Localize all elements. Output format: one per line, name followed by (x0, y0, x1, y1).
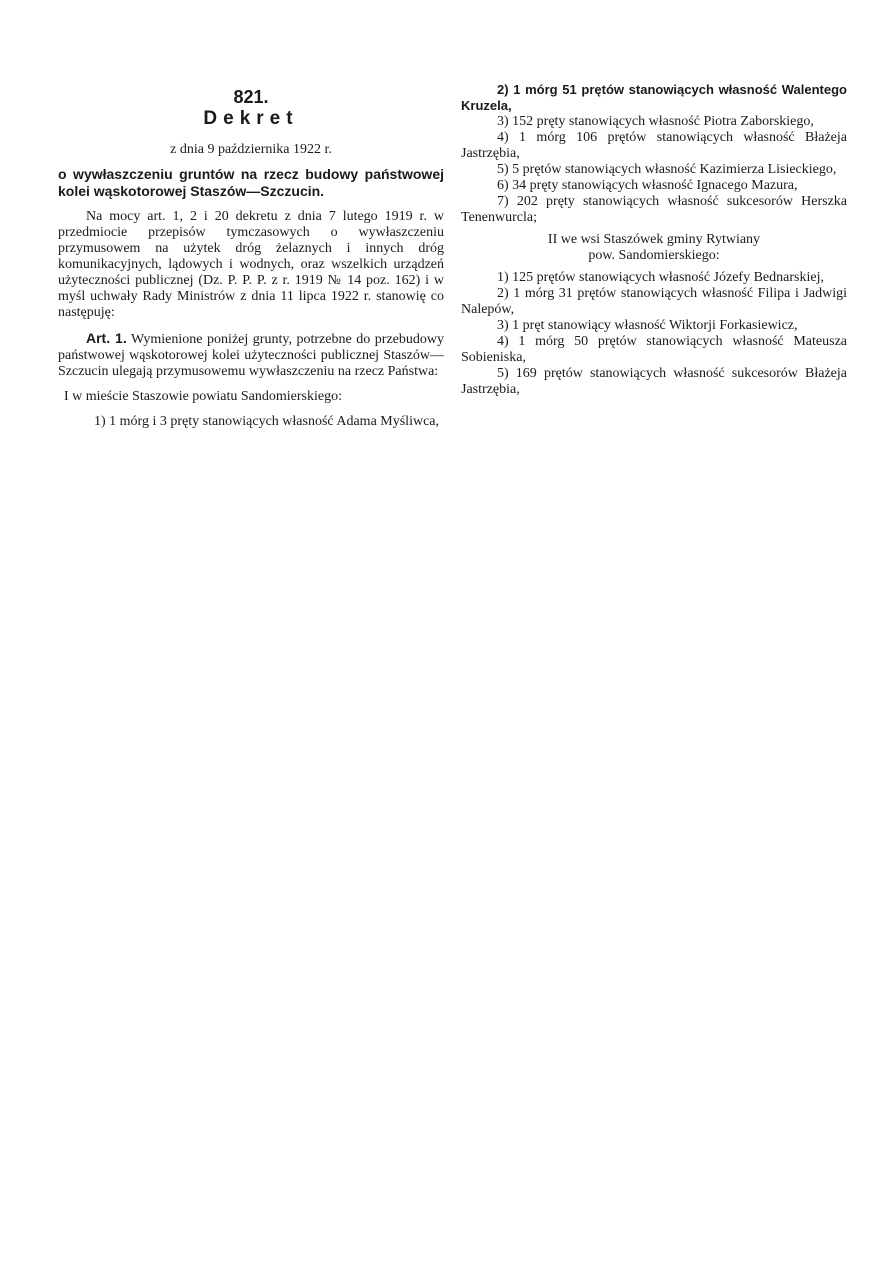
decree-date: z dnia 9 października 1922 r. (170, 142, 332, 157)
list-item: 4) 1 mórg 106 prętów stanowiących własność Błażeja Jastrzębia, (461, 130, 847, 161)
preamble-paragraph: Na mocy art. 1, 2 i 20 dekretu z dnia 7 lutego 1919 r. w przedmiocie przepisów tymczasowych o wywłaszczeniu przymusowem na użytek dróg żelaznych i innych dróg komunikacyjnych, lądowych i wodnych, oraz wszelkich urządzeń użyteczności publicznej (Dz. P. P. P. z r. 1919 № 14 poz. 162) i w myśl uchwały Rady Ministrów z dnia 11 lipca 1922 r. stanowię co następuję: (58, 209, 444, 320)
section-heading-2 (461, 232, 847, 264)
list-item: 6) 34 pręty stanowiących własność Ignacego Mazura, (497, 178, 798, 193)
left-column (58, 82, 444, 430)
article-1-paragraph (58, 330, 444, 380)
list-item: 2) 1 mórg 51 prętów stanowiących własność Walentego Kruzela, (461, 82, 847, 113)
section-heading-2-line2: pow. Sandomierskiego: (588, 248, 720, 263)
section-heading-2-line1: II we wsi Staszówek gminy Rytwiany (547, 232, 761, 247)
list-item: 2) 1 mórg 31 prętów stanowiących własność Filipa i Jadwigi Nalepów, (461, 286, 847, 317)
list-item: 1) 125 prętów stanowiących własność Józefy Bednarskiej, (497, 270, 824, 285)
list-item: 5) 5 prętów stanowiących własność Kazimierza Lisieckiego, (497, 162, 837, 177)
list-item: 1) 1 mórg i 3 pręty stanowiących własność Adama Myśliwca, (94, 414, 440, 429)
article-text: Wymienione poniżej grunty, potrzebne do przebudowy państwowej wąskotorowej kolei użyteczności publicznej Staszów—Szczucin ulegają przymusowemu wywłaszczeniu na rzecz Państwa: (58, 332, 444, 379)
list-item: 3) 152 pręty stanowiących własność Piotra Zaborskiego, (497, 114, 814, 129)
decree-subject: o wywłaszczeniu gruntów na rzecz budowy państwowej kolei wąskotorowej Staszów—Szczucin. (58, 166, 444, 199)
list-item: 4) 1 mórg 50 prętów stanowiących własność Mateusza Sobieniska, (461, 334, 847, 365)
decree-title: Dekret (203, 108, 299, 129)
section-heading-1: I w mieście Staszowie powiatu Sandomierskiego: (64, 389, 342, 404)
list-item: 7) 202 pręty stanowiących własność sukcesorów Herszka Tenenwurcla; (461, 194, 847, 225)
decree-number: 821. (233, 87, 269, 107)
list-item: 5) 169 prętów stanowiących własność sukcesorów Błażeja Jastrzębia, (461, 366, 847, 397)
article-label: Art. 1. (86, 330, 127, 346)
list-item: 3) 1 pręt stanowiący własność Wiktorji Forkasiewicz, (497, 318, 798, 333)
right-column (461, 82, 847, 398)
